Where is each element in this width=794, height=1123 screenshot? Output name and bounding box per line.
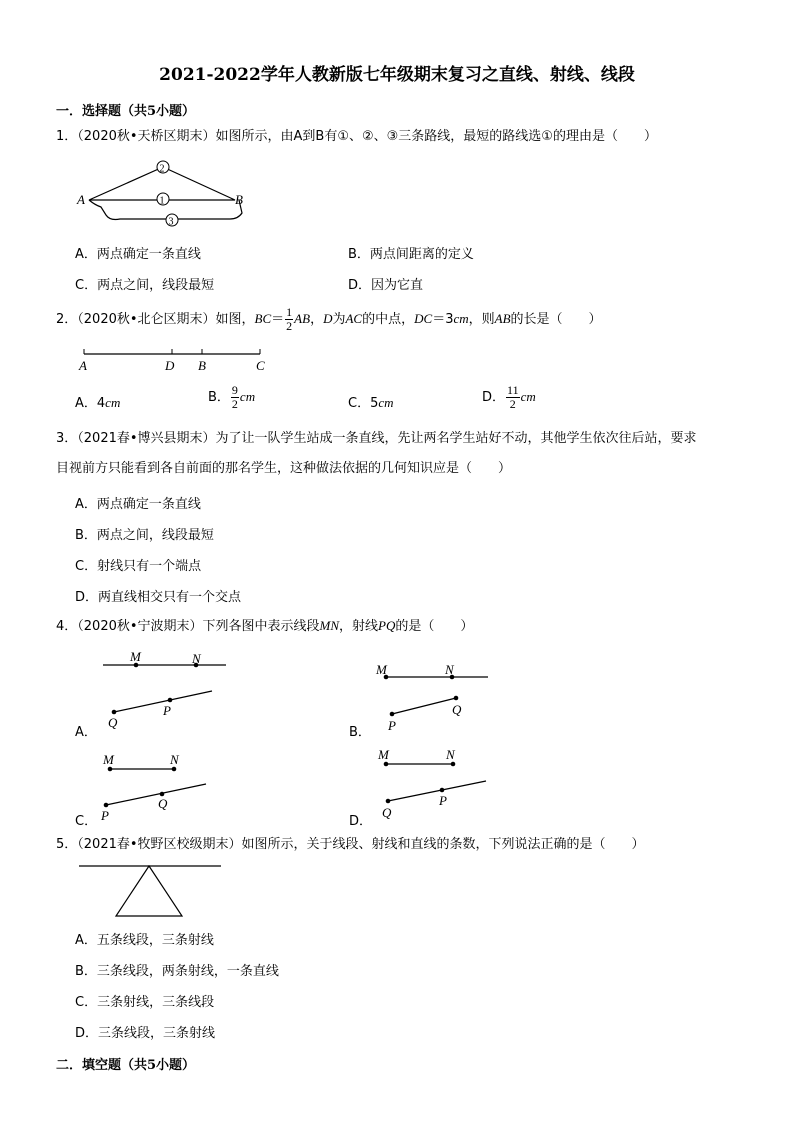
question-1-option-a[interactable]: A．两点确定一条直线: [75, 247, 201, 262]
point-label-c: C: [256, 358, 265, 373]
point-p: [390, 712, 395, 717]
route-2-number: 2: [159, 163, 165, 175]
fraction-one-half: $\frac{1}{2}$: [286, 305, 293, 333]
route-3-number: 3: [168, 216, 174, 228]
question-4-figure-d: [372, 744, 497, 820]
question-4-option-b[interactable]: B．: [349, 725, 371, 740]
question-4-option-c[interactable]: C．: [75, 814, 98, 829]
question-1-option-b[interactable]: B．两点间距离的定义: [348, 247, 474, 262]
point-q: [112, 710, 117, 715]
question-2-option-a[interactable]: A．4cm: [75, 395, 121, 411]
label-n: N: [445, 662, 454, 677]
question-5-figure: [75, 860, 225, 920]
label-p: P: [101, 808, 109, 822]
ray-pq: [106, 784, 206, 805]
question-3-option-c[interactable]: C．射线只有一个端点: [75, 559, 202, 574]
point-m: [108, 767, 113, 772]
label-q: Q: [158, 796, 168, 811]
segment-pq: [392, 698, 456, 714]
question-3-stem-line-2: 目视前方只能看到各自前面的那名学生，这种做法依据的几何知识应是（ ）: [56, 461, 512, 476]
question-1-option-d[interactable]: D．因为它直: [348, 278, 424, 293]
label-q: Q: [382, 805, 392, 820]
point-label-a: A: [77, 192, 85, 207]
question-2-option-c[interactable]: C．5cm: [348, 395, 394, 411]
section-heading-choice: 一．选择题（共5小题）: [56, 104, 196, 119]
point-q: [386, 799, 391, 804]
question-4-stem: 4．（2020秋•宁波期末）下列各图中表示线段MN，射线PQ的是（ ）: [56, 618, 474, 634]
label-m: M: [103, 752, 114, 767]
question-4-option-a[interactable]: A．: [75, 725, 97, 740]
label-n: N: [192, 651, 201, 666]
question-5-option-a[interactable]: A．五条线段，三条射线: [75, 933, 214, 948]
question-3-stem-line-1: 3．（2021春•博兴县期末）为了让一队学生站成一条直线，先让两名学生站好不动，其他学生依次往后站，要求: [56, 431, 697, 446]
point-p: [440, 788, 445, 793]
section-heading-fill-in: 二．填空题（共5小题）: [56, 1058, 196, 1073]
question-5-option-b[interactable]: B．三条线段，两条射线，一条直线: [75, 964, 279, 979]
question-1-figure: [70, 155, 260, 230]
label-p: P: [439, 793, 447, 808]
label-m: M: [376, 662, 387, 677]
label-p: P: [388, 718, 396, 733]
question-5-option-d[interactable]: D．三条线段，三条射线: [75, 1026, 216, 1041]
label-q: Q: [108, 715, 118, 730]
question-3-option-b[interactable]: B．两点之间，线段最短: [75, 528, 214, 543]
question-5-option-c[interactable]: C．三条射线，三条线段: [75, 995, 215, 1010]
label-n: N: [170, 752, 179, 767]
question-2-figure: [72, 342, 272, 374]
question-2-option-b[interactable]: B． $\frac{9}{2}$ cm: [208, 383, 256, 411]
question-4-figure-a: [98, 648, 233, 733]
question-1-option-c[interactable]: C．两点之间，线段最短: [75, 278, 215, 293]
question-4-figure-b: [372, 660, 497, 735]
point-n: [451, 762, 456, 767]
label-n: N: [446, 747, 455, 762]
question-4-option-d[interactable]: D．: [349, 814, 373, 829]
label-q: Q: [452, 702, 462, 717]
question-1-stem: 1．（2020秋•天桥区期末）如图所示，由A到B有①、②、③三条路线，最短的路线选①的理由是（ ）: [56, 129, 657, 144]
point-p: [104, 803, 109, 808]
route-1-number: 1: [159, 195, 165, 207]
question-3-option-a[interactable]: A．两点确定一条直线: [75, 497, 201, 512]
question-4-figure-c: [96, 750, 216, 822]
question-2-stem: 2．（2020秋•北仑区期末）如图，BC＝ $\frac{1}{2}$ AB，D为AC的中点，DC＝3cm，则AB的长是（ ）: [56, 305, 602, 333]
question-3-option-d[interactable]: D．两直线相交只有一个交点: [75, 590, 242, 605]
point-n: [172, 767, 177, 772]
point-label-d: D: [165, 358, 175, 373]
point-m: [384, 762, 389, 767]
label-p: P: [163, 703, 171, 718]
point-label-b: B: [235, 192, 243, 207]
point-p: [168, 698, 173, 703]
page-title: 2021-2022学年人教新版七年级期末复习之直线、射线、线段: [159, 65, 635, 85]
point-label-a: A: [79, 358, 87, 373]
point-label-b: B: [198, 358, 206, 373]
question-2-option-d[interactable]: D． $\frac{11}{2}$ cm: [482, 383, 536, 411]
ray-qp: [388, 781, 486, 801]
label-m: M: [130, 649, 141, 664]
triangle: [116, 866, 182, 916]
question-5-stem: 5．（2021春•牧野区校级期末）如图所示，关于线段、射线和直线的条数，下列说法正确的是（ ）: [56, 837, 645, 852]
label-m: M: [378, 747, 389, 762]
point-q: [454, 696, 459, 701]
